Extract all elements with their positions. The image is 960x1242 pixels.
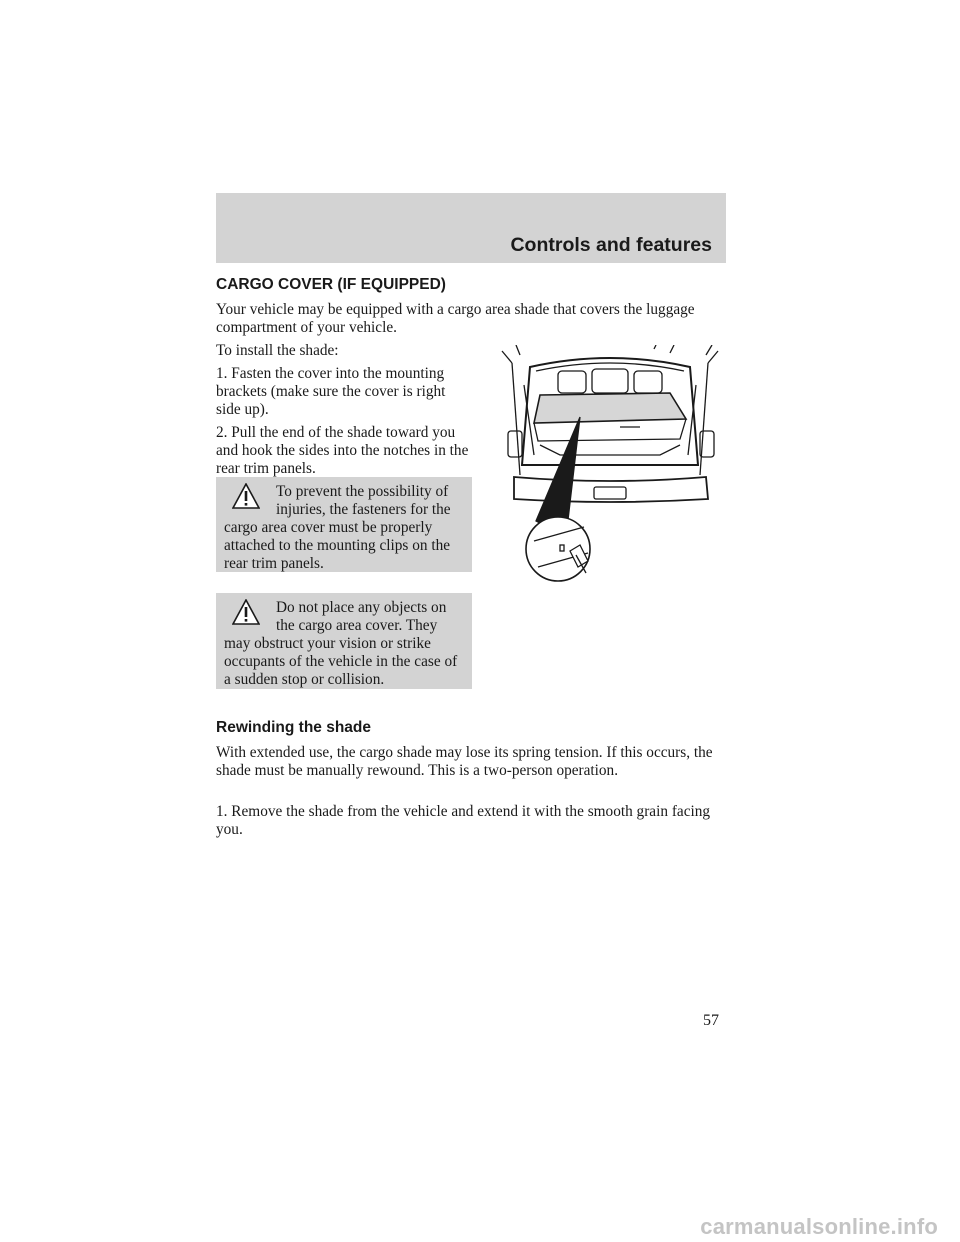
- rewind-step-1-paragraph: 1. Remove the shade from the vehicle and extend it with the smooth grain facing you.: [216, 803, 711, 838]
- warning-triangle-icon: [224, 483, 268, 515]
- page-number: 57: [703, 1012, 719, 1029]
- warning-text-objects: Do not place any objects on the cargo area cover. They may obstruct your vision or strike occupants of the vehicle in the case of a sudden stop or collision.: [224, 599, 458, 688]
- rewind-intro-paragraph: With extended use, the cargo shade may lose its spring tension. If this occurs, the shade must be manually rewound. This is a two-person operation.: [216, 744, 713, 779]
- warning-box-objects: [216, 593, 472, 689]
- section-header-band: [216, 193, 726, 263]
- watermark-text: carmanualsonline.info: [700, 1214, 938, 1239]
- watermark-bar: [0, 1210, 960, 1242]
- warning-box-fasteners: [216, 477, 472, 572]
- install-label: To install the shade:: [216, 342, 339, 359]
- section-title: Controls and features: [510, 234, 712, 256]
- cargo-cover-heading: CARGO COVER (IF EQUIPPED): [216, 276, 446, 293]
- intro-paragraph: Your vehicle may be equipped with a cargo area shade that covers the luggage compartment of your vehicle.: [216, 301, 695, 336]
- rewinding-heading: Rewinding the shade: [216, 719, 372, 736]
- step-1-paragraph: 1. Fasten the cover into the mounting brackets (make sure the cover is right side up).: [216, 365, 446, 418]
- step-2-paragraph: 2. Pull the end of the shade toward you and hook the sides into the notches in the rear trim panels.: [216, 424, 469, 477]
- warning-text-fasteners: To prevent the possibility of injuries, the fasteners for the cargo area cover must be properly attached to the mounting clips on the rear trim panels.: [224, 483, 451, 572]
- cargo-cover-illustration: [500, 345, 728, 583]
- warning-triangle-icon: [224, 599, 268, 631]
